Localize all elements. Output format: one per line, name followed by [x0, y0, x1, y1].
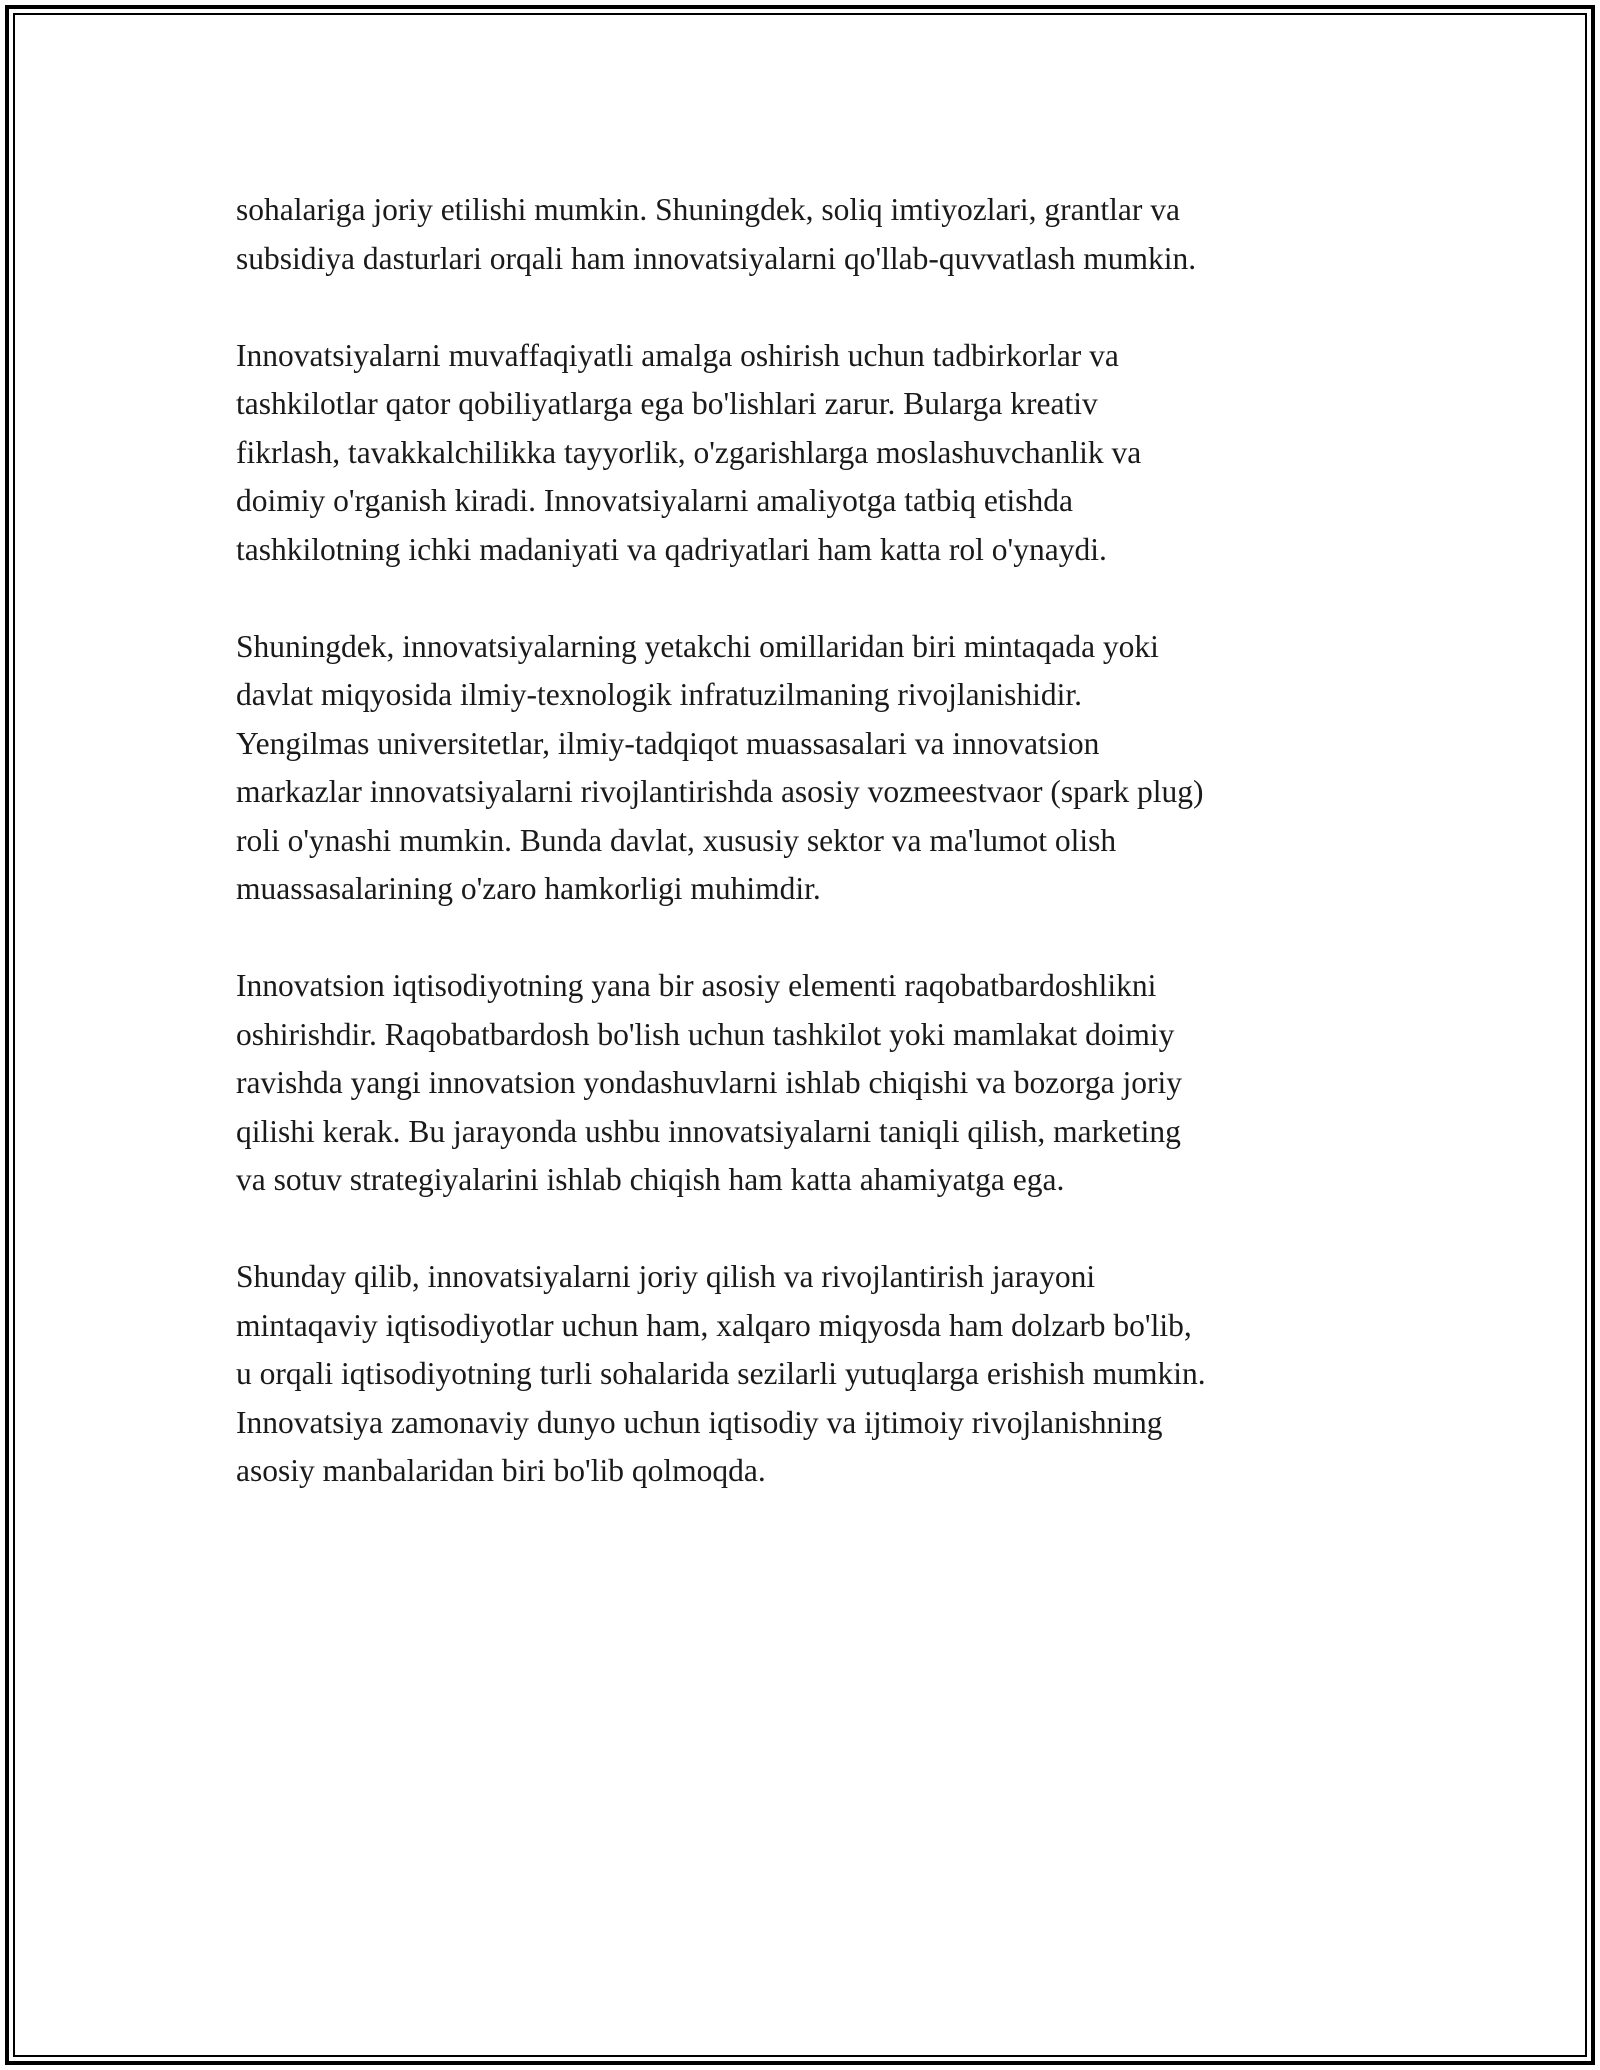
document-body	[236, 186, 1416, 1544]
paragraph-5: Shunday qilib, innovatsiyalarni joriy qilish va rivojlantirish jarayoni mintaqaviy iqtisodiyotlar uchun ham, xalqaro miqyosda ham dolzarb bo'lib, u orqali iqtisodiyotning turli sohalarida sezilarli yutuqlarga erishish mumkin. Innovatsiya zamonaviy dunyo uchun iqtisodiy va ijtimoiy rivojlanishning asosiy manbalaridan biri bo'lib qolmoqda.	[236, 1259, 1206, 1488]
paragraph-3: Shuningdek, innovatsiyalarning yetakchi omillaridan biri mintaqada yoki davlat miqyosida ilmiy-texnologik infratuzilmaning rivojlanishidir. Yengilmas universitetlar, ilmiy-tadqiqot muassasalari va innovatsion markazlar innovatsiyalarni rivojlantirishda asosiy vozmeestvaor (spark plug) roli o'ynashi mumkin. Bunda davlat, xususiy sektor va ma'lumot olish muassasalarining o'zaro hamkorligi muhimdir.	[236, 628, 1204, 906]
paragraph-4: Innovatsion iqtisodiyotning yana bir asosiy elementi raqobatbardoshlikni oshirishdir. Raqobatbardosh bo'lish uchun tashkilot yoki mamlakat doimiy ravishda yangi innovatsion yondashuvlarni ishlab chiqishi va bozorga joriy qilishi kerak. Bu jarayonda ushbu innovatsiyalarni taniqli qilish, marketing va sotuv strategiyalarini ishlab chiqish ham katta ahamiyatga ega.	[236, 968, 1182, 1197]
paragraph-2: Innovatsiyalarni muvaffaqiyatli amalga oshirish uchun tadbirkorlar va tashkilotlar qator qobiliyatlarga ega bo'lishlari zarur. Bularga kreativ fikrlash, tavakkalchilikka tayyorlik, o'zgarishlarga moslashuvchanlik va doimiy o'rganish kiradi. Innovatsiyalarni amaliyotga tatbiq etishda tashkilotning ichki madaniyati va qadriyatlari ham katta rol o'ynaydi.	[236, 337, 1142, 567]
paragraph-1: sohalariga joriy etilishi mumkin. Shuningdek, soliq imtiyozlari, grantlar va subsidiya dasturlari orqali ham innovatsiyalarni qo'llab-quvvatlash mumkin.	[236, 192, 1197, 276]
